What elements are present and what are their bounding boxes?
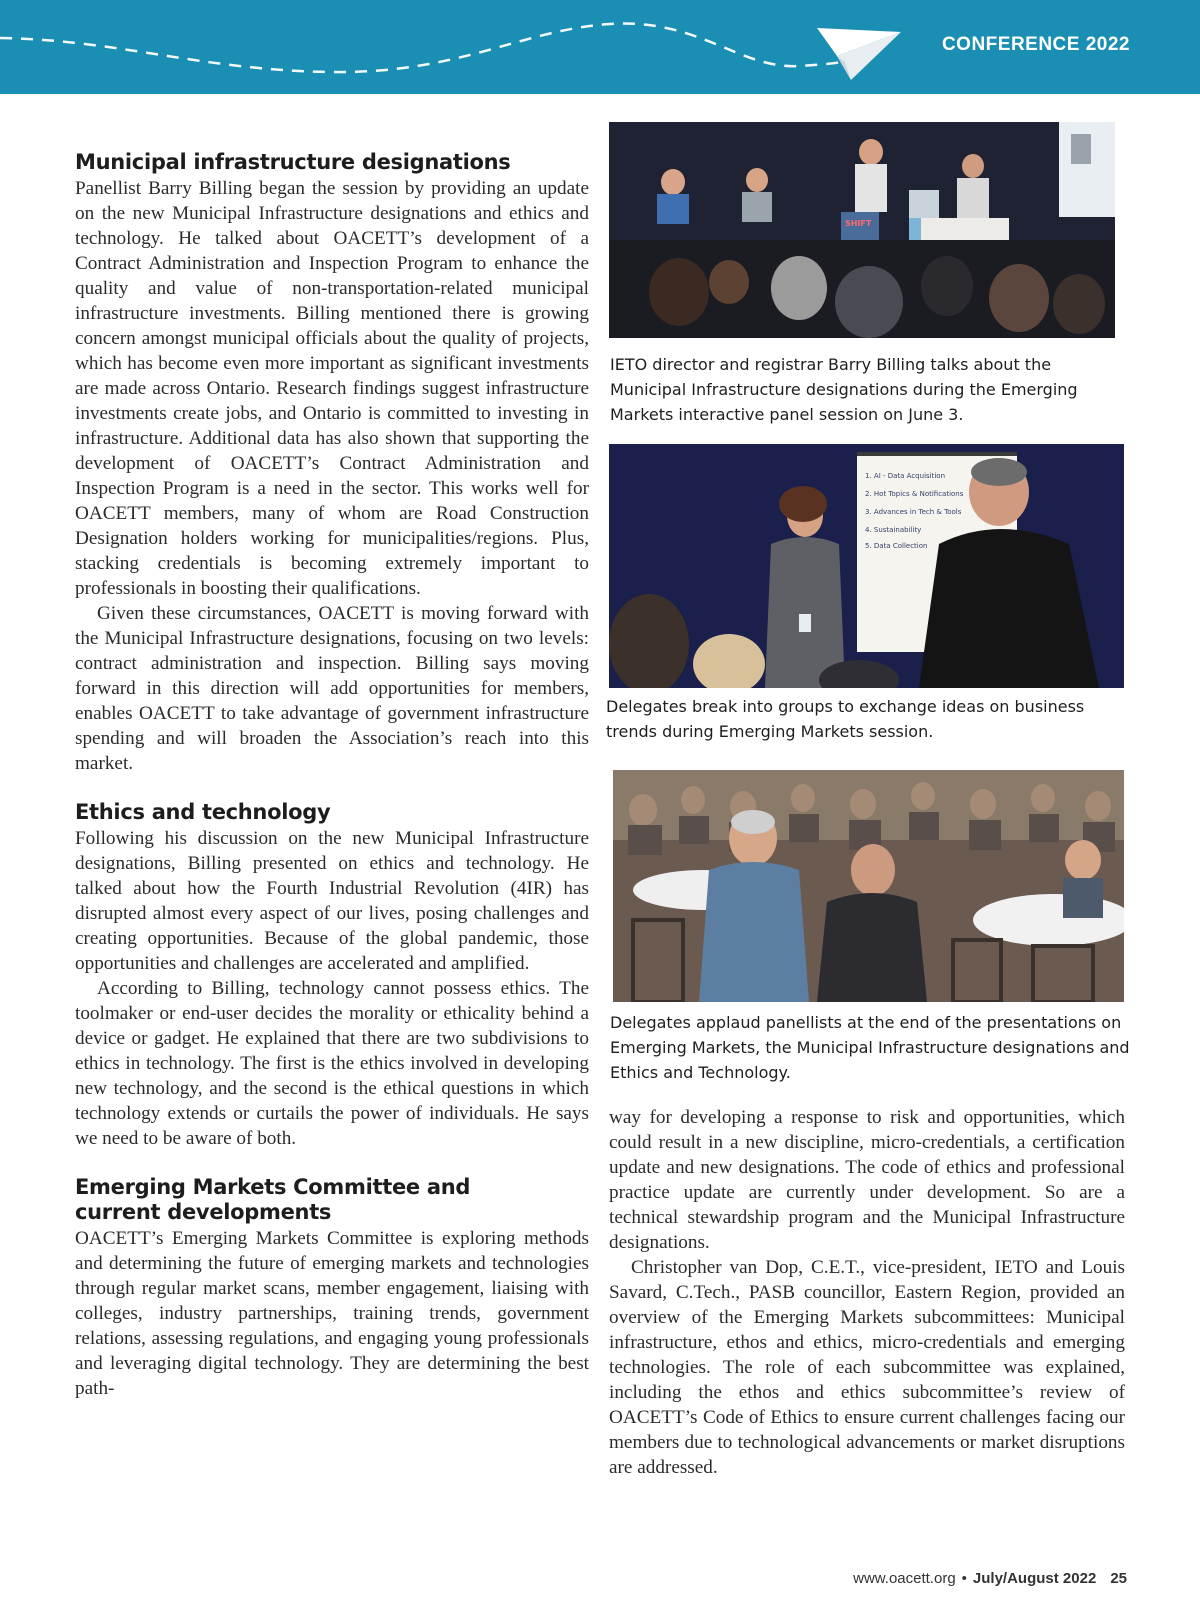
footer-separator: • [961,1570,967,1587]
left-column [75,150,589,1401]
caption-photo-1: IETO director and registrar Barry Billing talks about the Municipal Infrastructure designations during the Emerging Markets interactive panel session on June 3. [610,355,1078,424]
stage-banner-text: SHIFT [845,219,872,228]
flipchart-line: 3. Advances in Tech & Tools [865,508,962,516]
flipchart-line: 2. Hot Topics & Notifications [865,490,964,498]
paragraph-ethics-1: Following his discussion on the new Municipal Infrastructure designations, Billing presented on ethics and technology. He talked about how the Fourth Industrial Revolution (4IR) has disrupted almost every aspect of our lives, posing challenges and creating opportunities. Because of the global pandemic, those opportunities and challenges are accelerated and amplified. [75,828,589,974]
footer-website: www.oacett.org [853,1570,956,1587]
photo-panel-session [609,122,1115,338]
heading-ethics: Ethics and technology [75,800,331,824]
paragraph-ethics-2: According to Billing, technology cannot possess ethics. The toolmaker or end-user decides the morality or ethicality behind a device or gadget. He explained that there are two subdivisions to ethics in technology. The first is the ethics involved in developing new technology, and the second is the ethical questions in which technology extends or curtails the power of individuals. He says we need to be aware of both. [75,978,589,1149]
header-band [0,0,1200,94]
paragraph-emerging-1-right: way for developing a response to risk and opportunities, which could result in a new discipline, micro-credentials, a certification update and new designations. The code of ethics and professional practice update are currently under development. So are a technical stewardship program and the Municipal Infrastructure designations. [609,1107,1125,1253]
flipchart-line: 4. Sustainability [865,526,922,534]
flipchart-line: 5. Data Collection [865,542,928,550]
header-title: CONFERENCE 2022 [941,34,1130,55]
flipchart-line: 1. AI - Data Acquisition [865,472,946,480]
paragraph-emerging-1-left: OACETT’s Emerging Markets Committee is exploring methods and determining the future of emerging markets and technologies through regular market scans, member engagement, liaising with colleges, industry partnerships, training trends, government relations, assessing regulations, and engaging young professionals and leveraging digital technology. They are determining the best path- [75,1228,589,1399]
photo-flipchart-group [609,444,1124,688]
page-number: 25 [1110,1570,1127,1587]
heading-municipal: Municipal infrastructure designations [75,150,511,174]
caption-photo-2: Delegates break into groups to exchange ideas on business trends during Emerging Markets session. [606,697,1085,741]
paragraph-municipal-1: Panellist Barry Billing began the session by providing an update on the new Municipal Infrastructure designations and ethics and technology. He talked about OACETT’s development of a Contract Administration and Inspection Program to enhance the quality and value of non-transportation-related municipal infrastructure investments. Billing mentioned there is growing concern amongst municipal officials about the quality of projects, which has become even more important as significant investments are made across Ontario. Research findings suggest infrastructure investments create jobs, and Ontario is committed to investing in infrastructure. Additional data has also shown that supporting the development of OACETT’s Contract Administration and Inspection Program is a need in the sector. This works well for OACETT members, many of whom are Road Construction Designation holders working for municipalities/regions. Plus, stacking credentials is becoming extremely important to professionals in boosting their qualifications. [75,178,589,599]
paper-plane-icon [815,0,925,94]
right-column-text [609,1105,1125,1480]
paragraph-municipal-2: Given these circumstances, OACETT is moving forward with the Municipal Infrastructure designations, focusing on two levels: contract administration and inspection. Billing says moving forward in this direction will add opportunities for members, enables OACETT to take advantage of government infrastructure spending and will broaden the Association’s reach into this market. [75,603,589,774]
caption-photo-3: Delegates applaud panellists at the end of the presentations on Emerging Markets, the Municipal Infrastructure designations and Ethics and Technology. [610,1013,1130,1082]
photo-audience-applause [613,770,1124,1002]
paragraph-emerging-2: Christopher van Dop, C.E.T., vice-president, IETO and Louis Savard, C.Tech., PASB councillor, Eastern Region, provided an overview of the Emerging Markets subcommittees: Municipal infrastructure, ethos and ethics, micro-credentials and emerging technologies. The role of each subcommittee was explained, including the ethos and ethics subcommittee’s review of OACETT’s Code of Ethics to ensure current challenges facing our members due to technological advancements or market disruptions are addressed. [609,1257,1125,1478]
heading-emerging: Emerging Markets Committee and current developments [75,1175,471,1224]
footer [853,1570,1127,1587]
footer-issue: July/August 2022 [972,1570,1097,1587]
